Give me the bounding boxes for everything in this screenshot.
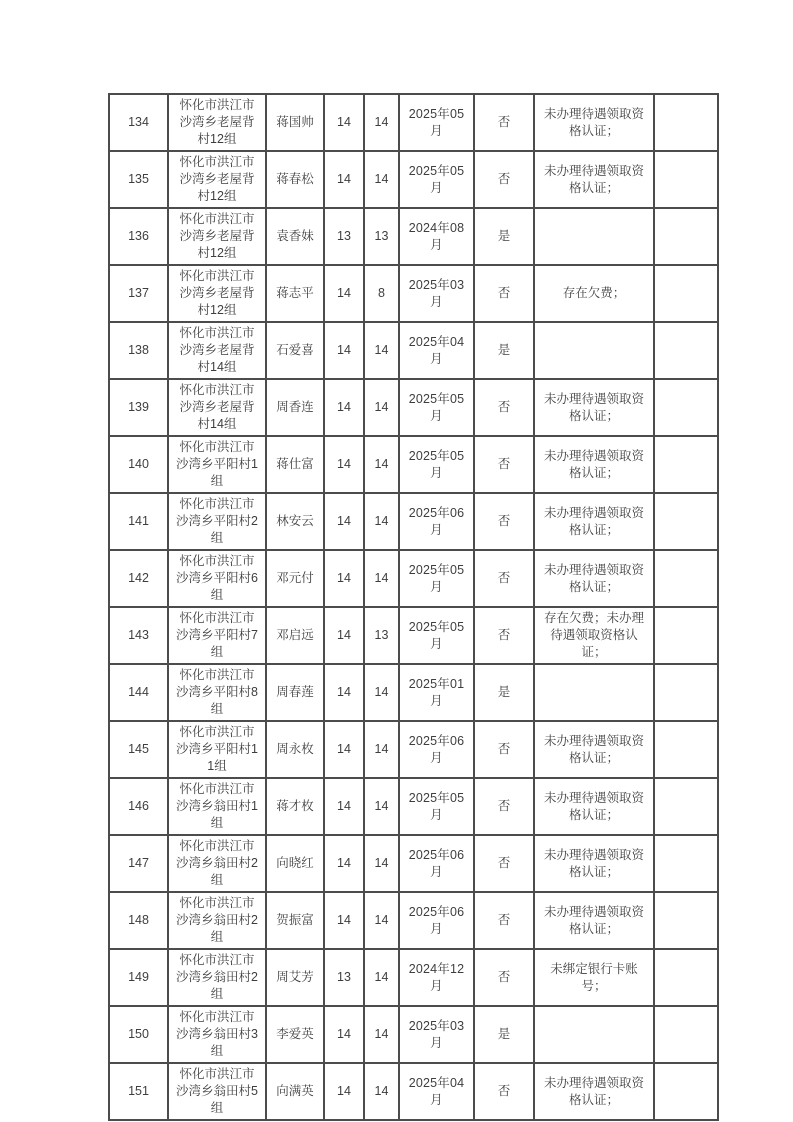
value-b-cell: 14 [364,151,399,208]
value-b-cell: 14 [364,664,399,721]
empty-cell [654,607,718,664]
serial-cell: 138 [109,322,168,379]
value-a-cell: 14 [324,379,364,436]
name-cell: 蒋仕富 [266,436,324,493]
value-b-cell: 13 [364,208,399,265]
status-cell: 否 [474,835,534,892]
value-b-cell: 14 [364,379,399,436]
empty-cell [654,493,718,550]
name-cell: 袁香妹 [266,208,324,265]
value-a-cell: 14 [324,436,364,493]
status-cell: 否 [474,607,534,664]
table-row [109,949,718,1006]
empty-cell [654,379,718,436]
status-cell: 否 [474,151,534,208]
table-row [109,607,718,664]
remark-cell: 未办理待遇领取资格认证； [534,721,654,778]
pension-records-table [108,93,719,1121]
status-cell: 是 [474,1006,534,1063]
name-cell: 周春莲 [266,664,324,721]
table-row [109,550,718,607]
empty-cell [654,550,718,607]
name-cell: 石爱喜 [266,322,324,379]
value-a-cell: 14 [324,493,364,550]
address-cell: 怀化市洪江市沙湾乡老屋背村14组 [168,322,266,379]
name-cell: 蒋志平 [266,265,324,322]
month-cell: 2025年05月 [399,550,474,607]
remark-cell [534,208,654,265]
table-row [109,1006,718,1063]
name-cell: 邓启远 [266,607,324,664]
status-cell: 否 [474,550,534,607]
status-cell: 否 [474,949,534,1006]
serial-cell: 141 [109,493,168,550]
table-row [109,151,718,208]
value-a-cell: 14 [324,1063,364,1120]
table-row [109,835,718,892]
name-cell: 林安云 [266,493,324,550]
serial-cell: 134 [109,94,168,151]
value-b-cell: 8 [364,265,399,322]
month-cell: 2025年01月 [399,664,474,721]
month-cell: 2025年05月 [399,151,474,208]
serial-cell: 147 [109,835,168,892]
month-cell: 2025年05月 [399,778,474,835]
serial-cell: 143 [109,607,168,664]
status-cell: 是 [474,664,534,721]
value-b-cell: 14 [364,94,399,151]
value-b-cell: 14 [364,436,399,493]
remark-cell: 存在欠费； [534,265,654,322]
name-cell: 蒋国帅 [266,94,324,151]
serial-cell: 146 [109,778,168,835]
month-cell: 2024年08月 [399,208,474,265]
name-cell: 周艾芳 [266,949,324,1006]
table-row [109,265,718,322]
name-cell: 向满英 [266,1063,324,1120]
empty-cell [654,892,718,949]
status-cell: 否 [474,265,534,322]
month-cell: 2025年05月 [399,607,474,664]
value-a-cell: 14 [324,778,364,835]
address-cell: 怀化市洪江市沙湾乡翁田村1组 [168,778,266,835]
empty-cell [654,835,718,892]
empty-cell [654,265,718,322]
month-cell: 2025年06月 [399,721,474,778]
remark-cell: 未办理待遇领取资格认证； [534,151,654,208]
serial-cell: 145 [109,721,168,778]
remark-cell: 存在欠费；未办理待遇领取资格认证； [534,607,654,664]
status-cell: 否 [474,379,534,436]
status-cell: 否 [474,436,534,493]
empty-cell [654,151,718,208]
month-cell: 2025年03月 [399,1006,474,1063]
remark-cell [534,1006,654,1063]
month-cell: 2025年05月 [399,379,474,436]
value-a-cell: 14 [324,721,364,778]
name-cell: 周永枚 [266,721,324,778]
value-a-cell: 14 [324,94,364,151]
address-cell: 怀化市洪江市沙湾乡老屋背村12组 [168,265,266,322]
value-b-cell: 14 [364,1063,399,1120]
table-body [109,94,718,1120]
month-cell: 2025年03月 [399,265,474,322]
serial-cell: 139 [109,379,168,436]
table-row [109,892,718,949]
address-cell: 怀化市洪江市沙湾乡翁田村2组 [168,949,266,1006]
value-a-cell: 14 [324,664,364,721]
address-cell: 怀化市洪江市沙湾乡平阳村7组 [168,607,266,664]
value-a-cell: 14 [324,1006,364,1063]
table-row [109,493,718,550]
empty-cell [654,94,718,151]
month-cell: 2025年06月 [399,835,474,892]
serial-cell: 149 [109,949,168,1006]
month-cell: 2024年12月 [399,949,474,1006]
name-cell: 邓元付 [266,550,324,607]
address-cell: 怀化市洪江市沙湾乡老屋背村14组 [168,379,266,436]
name-cell: 向晓红 [266,835,324,892]
value-a-cell: 13 [324,949,364,1006]
month-cell: 2025年06月 [399,892,474,949]
address-cell: 怀化市洪江市沙湾乡平阳村8组 [168,664,266,721]
serial-cell: 151 [109,1063,168,1120]
value-b-cell: 14 [364,721,399,778]
remark-cell: 未办理待遇领取资格认证； [534,835,654,892]
value-b-cell: 13 [364,607,399,664]
remark-cell: 未办理待遇领取资格认证； [534,436,654,493]
address-cell: 怀化市洪江市沙湾乡翁田村2组 [168,892,266,949]
empty-cell [654,436,718,493]
status-cell: 是 [474,208,534,265]
value-b-cell: 14 [364,949,399,1006]
value-b-cell: 14 [364,835,399,892]
value-b-cell: 14 [364,322,399,379]
empty-cell [654,721,718,778]
name-cell: 李爱英 [266,1006,324,1063]
month-cell: 2025年04月 [399,1063,474,1120]
address-cell: 怀化市洪江市沙湾乡翁田村5组 [168,1063,266,1120]
remark-cell: 未办理待遇领取资格认证； [534,379,654,436]
remark-cell: 未绑定银行卡账号； [534,949,654,1006]
address-cell: 怀化市洪江市沙湾乡翁田村3组 [168,1006,266,1063]
remark-cell: 未办理待遇领取资格认证； [534,550,654,607]
table-row [109,436,718,493]
empty-cell [654,778,718,835]
name-cell: 蒋春松 [266,151,324,208]
serial-cell: 137 [109,265,168,322]
address-cell: 怀化市洪江市沙湾乡平阳村1组 [168,436,266,493]
value-a-cell: 14 [324,550,364,607]
name-cell: 蒋才枚 [266,778,324,835]
table-row [109,94,718,151]
remark-cell: 未办理待遇领取资格认证； [534,778,654,835]
address-cell: 怀化市洪江市沙湾乡老屋背村12组 [168,94,266,151]
address-cell: 怀化市洪江市沙湾乡平阳村6组 [168,550,266,607]
table-row [109,721,718,778]
serial-cell: 148 [109,892,168,949]
table-row [109,379,718,436]
status-cell: 否 [474,1063,534,1120]
table-row [109,208,718,265]
serial-cell: 136 [109,208,168,265]
table-row [109,778,718,835]
month-cell: 2025年04月 [399,322,474,379]
empty-cell [654,949,718,1006]
address-cell: 怀化市洪江市沙湾乡老屋背村12组 [168,208,266,265]
address-cell: 怀化市洪江市沙湾乡翁田村2组 [168,835,266,892]
remark-cell [534,664,654,721]
value-b-cell: 14 [364,778,399,835]
month-cell: 2025年05月 [399,436,474,493]
serial-cell: 135 [109,151,168,208]
serial-cell: 142 [109,550,168,607]
remark-cell: 未办理待遇领取资格认证； [534,892,654,949]
value-b-cell: 14 [364,1006,399,1063]
empty-cell [654,322,718,379]
address-cell: 怀化市洪江市沙湾乡老屋背村12组 [168,151,266,208]
month-cell: 2025年05月 [399,94,474,151]
status-cell: 否 [474,721,534,778]
status-cell: 否 [474,892,534,949]
status-cell: 否 [474,94,534,151]
empty-cell [654,1063,718,1120]
empty-cell [654,664,718,721]
remark-cell [534,322,654,379]
value-a-cell: 14 [324,151,364,208]
month-cell: 2025年06月 [399,493,474,550]
status-cell: 是 [474,322,534,379]
serial-cell: 150 [109,1006,168,1063]
value-b-cell: 14 [364,892,399,949]
empty-cell [654,1006,718,1063]
status-cell: 否 [474,778,534,835]
serial-cell: 140 [109,436,168,493]
value-a-cell: 14 [324,892,364,949]
value-a-cell: 14 [324,265,364,322]
remark-cell: 未办理待遇领取资格认证； [534,94,654,151]
remark-cell: 未办理待遇领取资格认证； [534,493,654,550]
empty-cell [654,208,718,265]
value-a-cell: 14 [324,607,364,664]
value-a-cell: 14 [324,835,364,892]
address-cell: 怀化市洪江市沙湾乡平阳村2组 [168,493,266,550]
address-cell: 怀化市洪江市沙湾乡平阳村11组 [168,721,266,778]
name-cell: 贺振富 [266,892,324,949]
value-a-cell: 14 [324,322,364,379]
table-row [109,1063,718,1120]
status-cell: 否 [474,493,534,550]
value-b-cell: 14 [364,493,399,550]
remark-cell: 未办理待遇领取资格认证； [534,1063,654,1120]
value-a-cell: 13 [324,208,364,265]
serial-cell: 144 [109,664,168,721]
name-cell: 周香连 [266,379,324,436]
table-row [109,664,718,721]
table-row [109,322,718,379]
value-b-cell: 14 [364,550,399,607]
